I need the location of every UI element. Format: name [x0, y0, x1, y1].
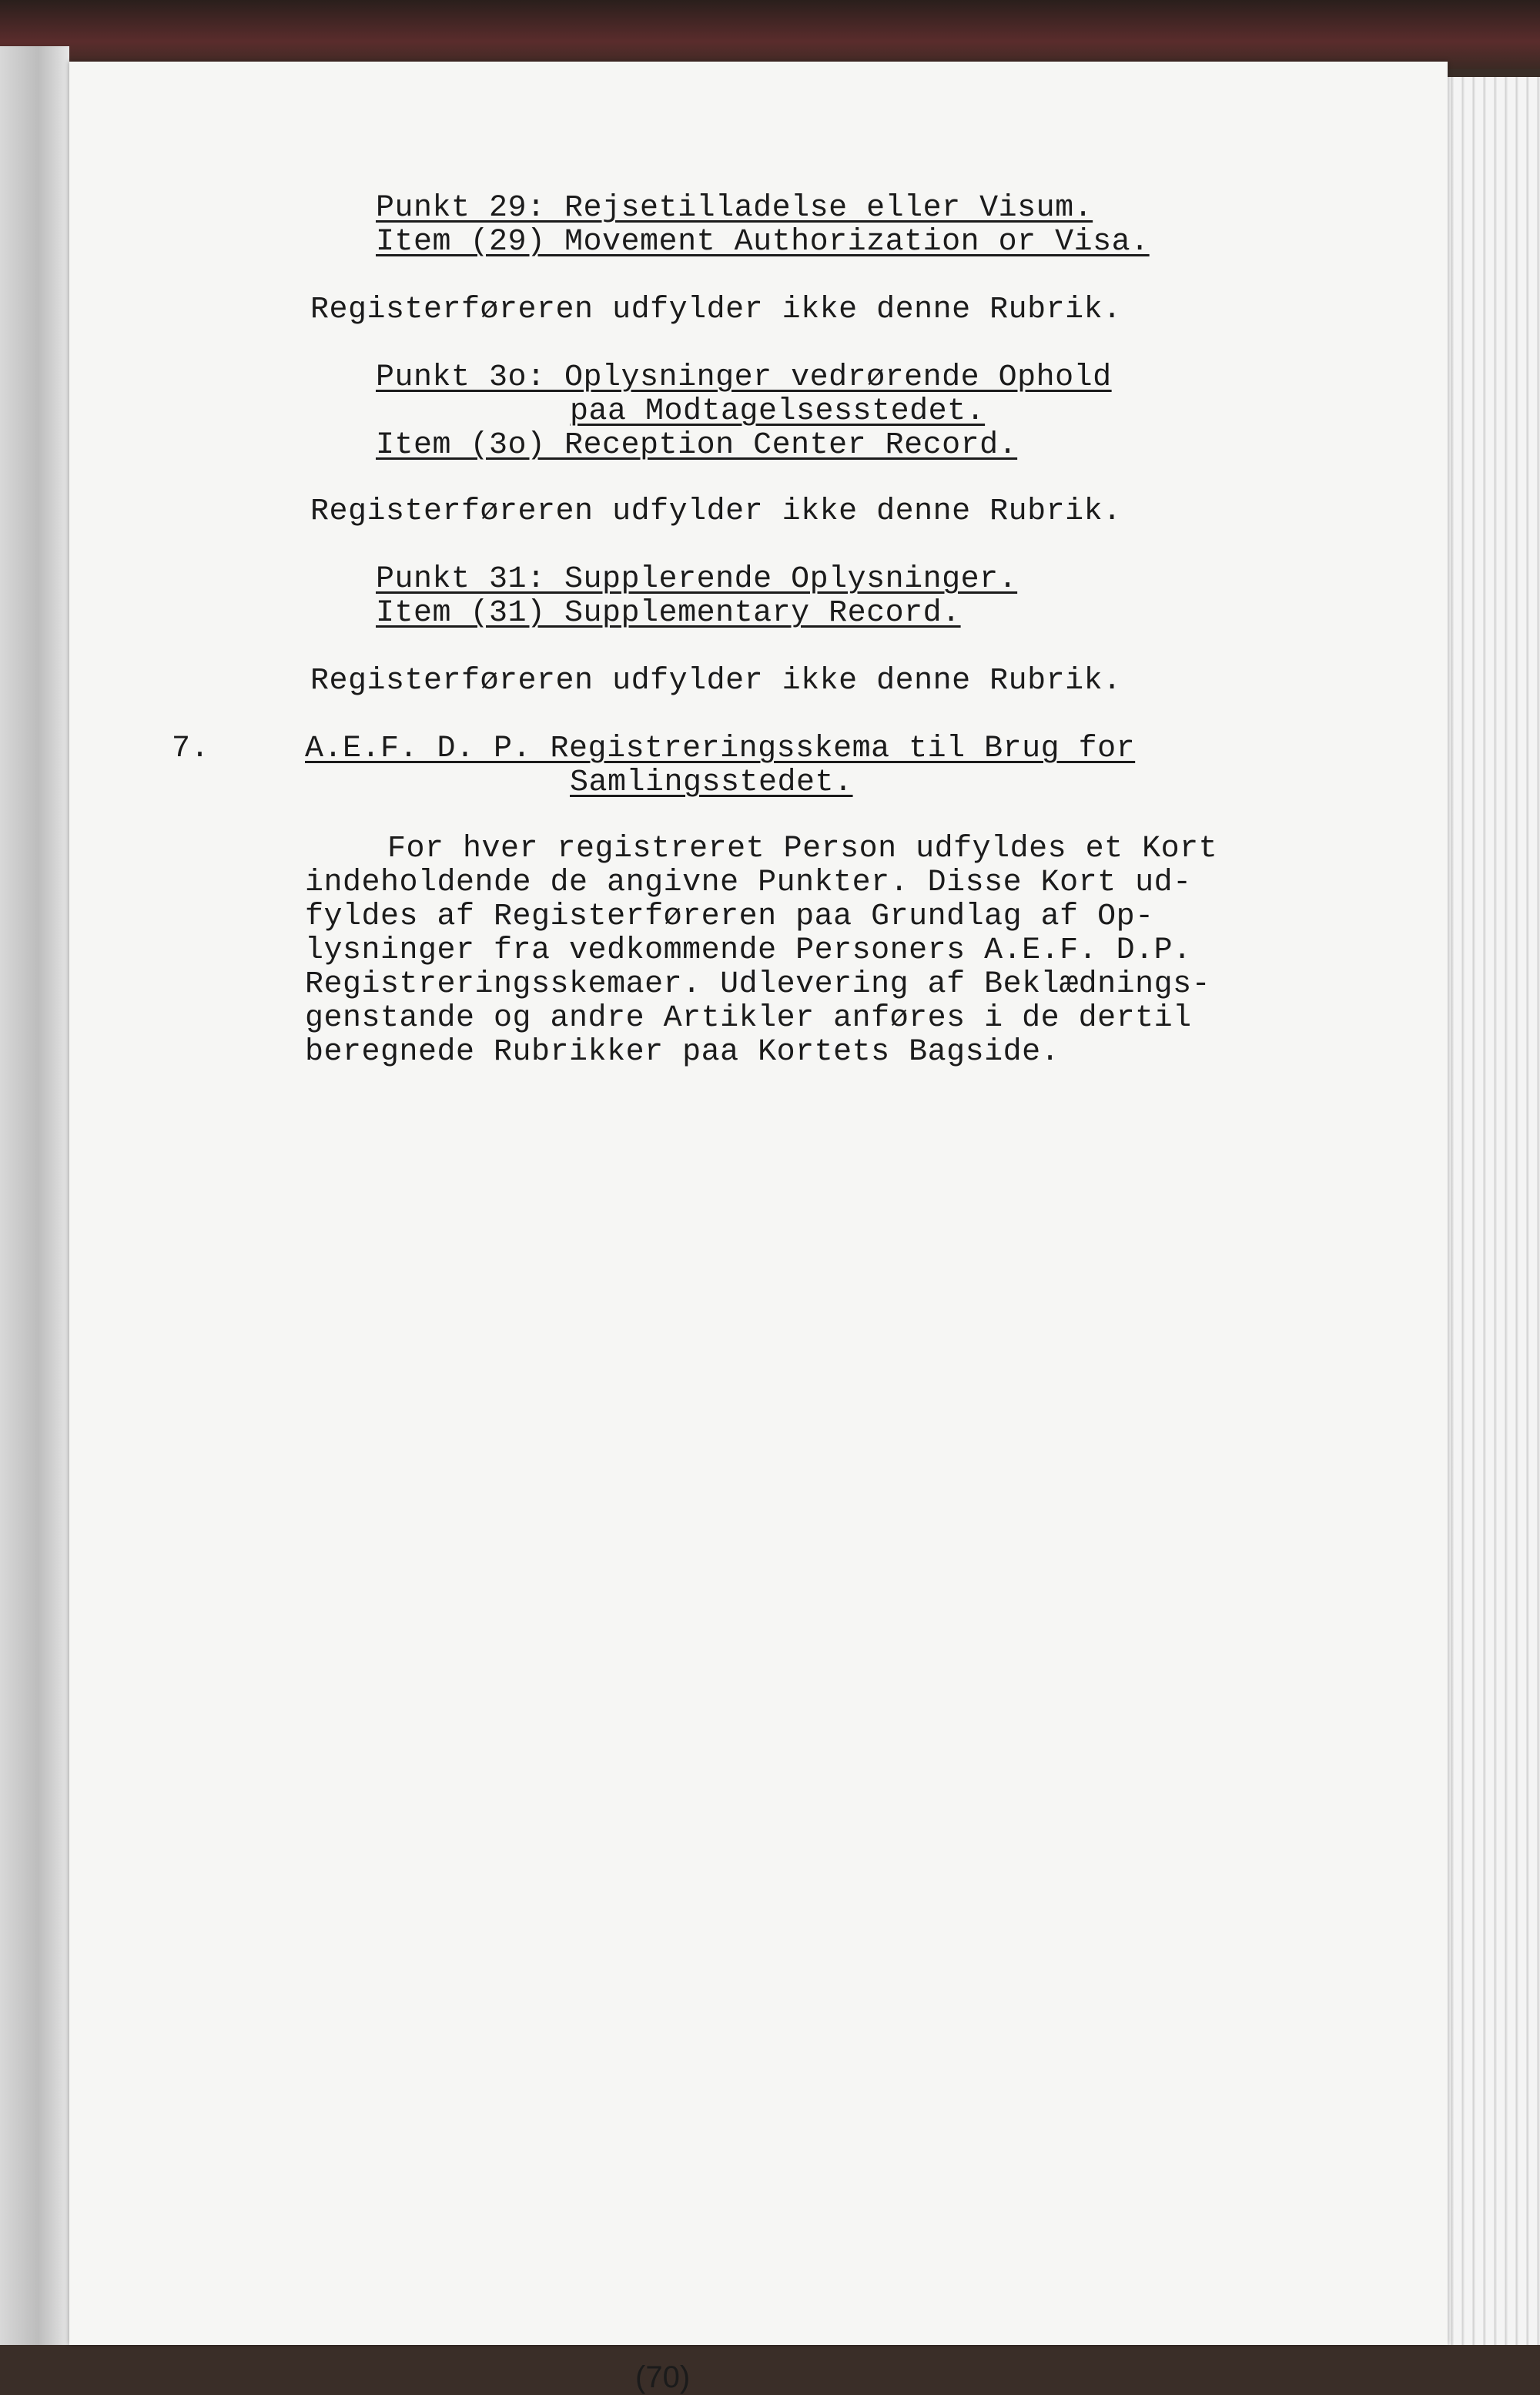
p31-heading-da: Punkt 31: Supplerende Oplysninger. — [376, 562, 1018, 597]
paragraph-line: genstande og andre Artikler anføres i de dertil — [305, 1001, 1192, 1036]
p31-heading-en: Item (31) Supplementary Record. — [376, 596, 961, 631]
paragraph-line: beregnede Rubrikker paa Kortets Bagside. — [305, 1035, 1060, 1070]
p30-body: Registerføreren udfylder ikke denne Rubrik. — [310, 494, 1122, 529]
paragraph-line: lysninger fra vedkommende Personers A.E.F. D.P. — [305, 933, 1192, 968]
page-number: (70) — [635, 2360, 691, 2394]
p30-heading-da-2: paa Modtagelsesstedet. — [570, 394, 986, 429]
section-number: 7. — [172, 732, 210, 766]
paragraph-line: fyldes af Registerføreren paa Grundlag af Op- — [305, 899, 1154, 934]
paragraph-line: indeholdende de angivne Punkter. Disse Kort ud- — [305, 866, 1192, 900]
p31-body: Registerføreren udfylder ikke denne Rubrik. — [310, 664, 1122, 698]
page-edges — [1432, 77, 1540, 2345]
paragraph-line: Registreringsskemaer. Udlevering af Beklædnings- — [305, 967, 1211, 1002]
section-7-heading-2: Samlingsstedet. — [570, 765, 853, 800]
document-page — [69, 62, 1448, 2394]
book-spine — [0, 46, 69, 2345]
p29-heading-da: Punkt 29: Rejsetilladelse eller Visum. — [376, 191, 1093, 226]
section-7-heading-1: A.E.F. D. P. Registreringsskema til Brug for — [305, 732, 1136, 766]
p30-heading-en: Item (3o) Reception Center Record. — [376, 428, 1018, 463]
book-top-edge — [0, 0, 1540, 69]
p30-heading-da-1: Punkt 3o: Oplysninger vedrørende Ophold — [376, 360, 1112, 395]
paragraph-line: For hver registreret Person udfyldes et Kort — [387, 832, 1218, 866]
p29-heading-en: Item (29) Movement Authorization or Visa. — [376, 225, 1150, 260]
p29-body: Registerføreren udfylder ikke denne Rubrik. — [310, 293, 1122, 327]
